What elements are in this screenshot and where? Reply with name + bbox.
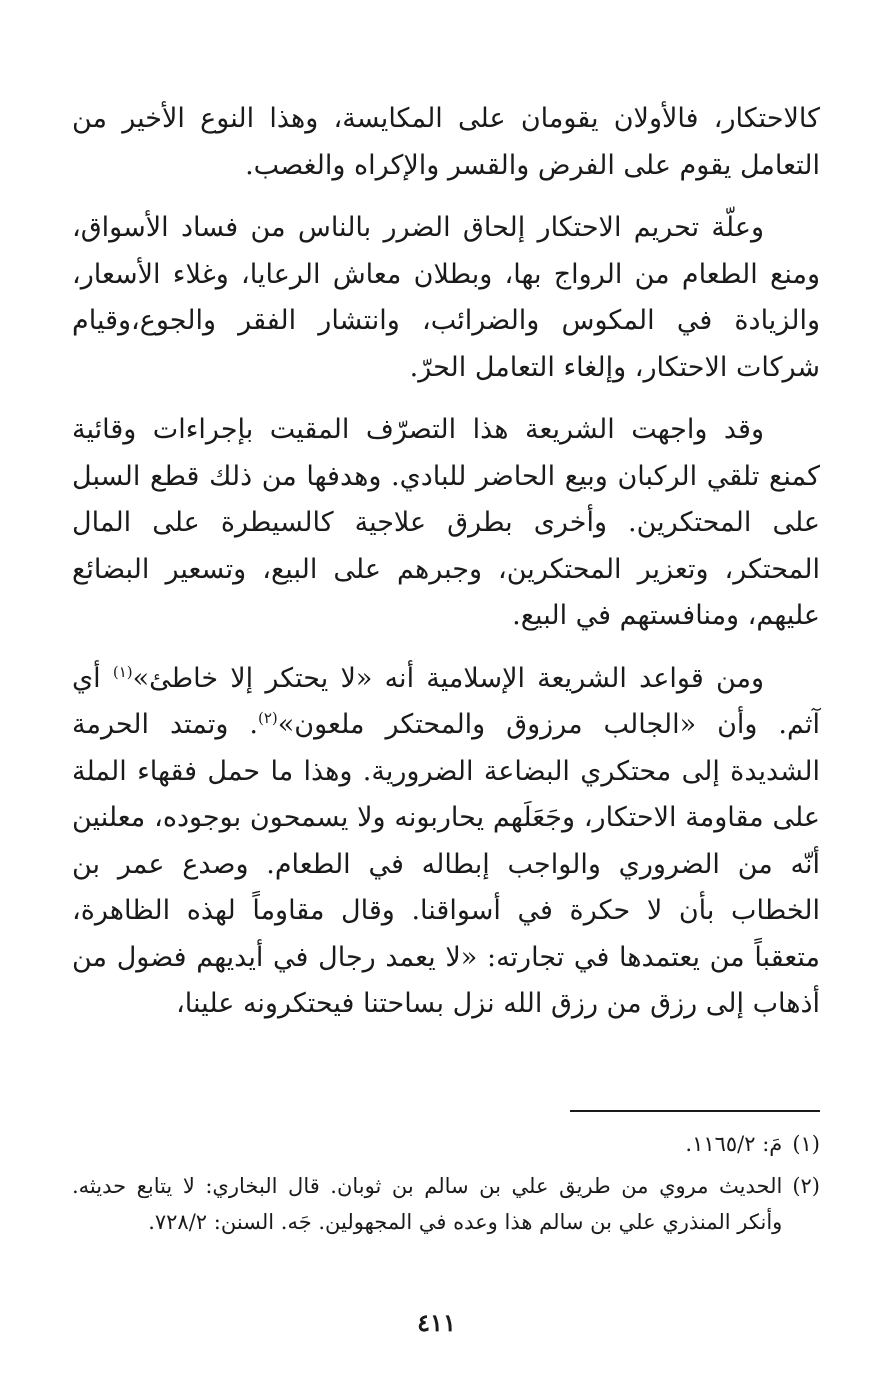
- footnotes: [72, 1126, 820, 1246]
- page-content: [72, 96, 820, 1234]
- footnote-ref-1[interactable]: (١): [112, 662, 133, 681]
- paragraph-4: [72, 656, 820, 1028]
- footnote-number: (٢): [792, 1174, 820, 1198]
- paragraph-3: وقد واجهت الشريعة هذا التصرّف المقيت بإجراءات وقائية كمنع تلقي الركبان وبيع الحاضر للبادي. وهدفها من ذلك قطع السبل على المحتكرين. وأخرى بطرق علاجية كالسيطرة على المال المحتكر، وتعزير المحتكرين، وجبرهم على البيع، وتسعير البضائع عليهم، ومنافستهم في البيع.: [72, 414, 820, 631]
- paragraph-2: وعلّة تحريم الاحتكار إلحاق الضرر بالناس من فساد الأسواق، ومنع الطعام من الرواج بها، وبطلان معاش الرعايا، وغلاء الأسعار، والزيادة في المكوس والضرائب، وانتشار الفقر والجوع،وقيام شركات الاحتكار، وإلغاء التعامل الحرّ.: [72, 212, 820, 383]
- page-number: ٤١١: [417, 1308, 456, 1337]
- paragraph-1: كالاحتكار، فالأولان يقومان على المكايسة، وهذا النوع الأخير من التعامل يقوم على الفرض والقسر والإكراه والغصب.: [72, 103, 820, 181]
- paragraph-4-part-a: ومن قواعد الشريعة الإسلامية أنه «لا يحتكر إلا خاطئ»: [132, 662, 765, 694]
- paragraph-4-part-b: أي آثم. وأن «الجالب مرزوق والمحتكر ملعون»: [72, 662, 820, 740]
- footnote-text: الحديث مروي من طريق علي بن سالم بن ثوبان. قال البخاري: لا يتابع حديثه. وأنكر المنذري علي بن سالم هذا وعده في المجهولين. جَه. السنن: ٧٢٨/٢.: [72, 1174, 783, 1234]
- footnote-2: [72, 1168, 820, 1240]
- footnote-divider: [570, 1110, 820, 1112]
- footnote-number: (١): [792, 1132, 820, 1156]
- footnote-text: مَ: ١١٦٥/٢.: [685, 1132, 783, 1156]
- paragraph-4-part-c: . وتمتد الحرمة الشديدة إلى محتكري البضاعة الضرورية. وهذا ما حمل فقهاء الملة على مقاومة الاحتكار، وجَعَلَهم يحاربونه ولا يسمحون بوجوده، معلنين أنّه من الضروري والواجب إبطاله في الطعام. وصدع عمر بن الخطاب بأن لا حكرة في أسواقنا. وقال مقاوماً لهذه الظاهرة، متعقباً من يعتمدها في تجارته: «لا يعمد رجال في أيديهم فضول من أذهاب إلى رزق من رزق الله نزل بساحتنا فيحتكرونه علينا،: [72, 709, 820, 1019]
- footnote-1: [72, 1126, 820, 1162]
- body-text: [72, 96, 820, 1028]
- footnote-ref-2[interactable]: (٢): [257, 709, 278, 727]
